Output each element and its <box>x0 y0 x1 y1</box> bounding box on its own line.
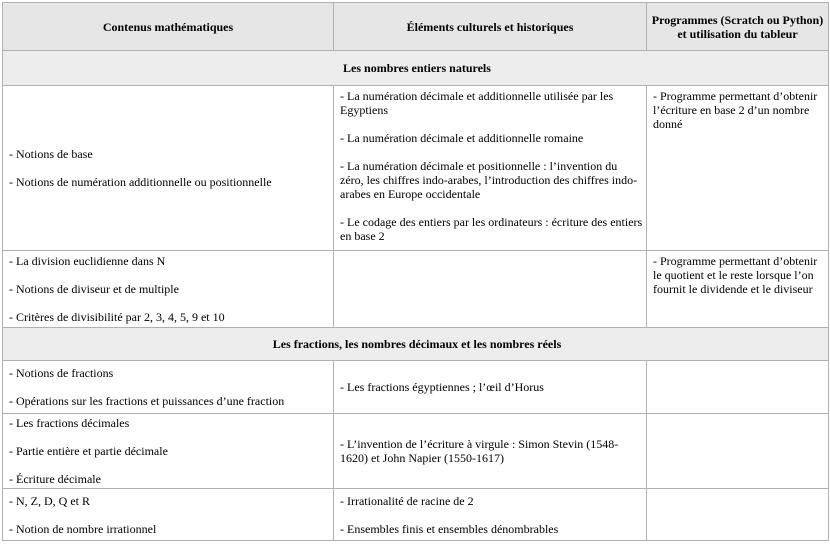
list-item: - Notions de fractions <box>9 366 114 380</box>
list-item: - La division euclidienne dans N <box>9 254 166 268</box>
list-item: - L’invention de l’écriture à virgule : Simon Stevin (1548-1620) et John Napier (1550-1617) <box>340 437 619 465</box>
header-contenus: Contenus mathématiques <box>3 3 334 51</box>
list-item: - Les fractions décimales <box>9 416 130 430</box>
list-item: - La numération décimale et additionnelle utilisée par les Egyptiens <box>340 89 614 117</box>
list-item: - Notions de base <box>9 147 93 161</box>
cell-contenus <box>3 86 334 251</box>
table-row <box>3 414 829 489</box>
cell-programmes <box>647 361 829 414</box>
table-row <box>3 251 829 328</box>
list-item: - Ensembles finis et ensembles dénombrables <box>340 521 559 536</box>
section-title: Les nombres entiers naturels <box>3 51 829 86</box>
cell-elements <box>334 361 647 414</box>
table-row <box>3 489 829 541</box>
cell-programmes <box>647 414 829 489</box>
cell-contenus <box>3 251 334 328</box>
list-item: - Notion de nombre irrationnel <box>9 521 157 536</box>
cell-elements <box>334 414 647 489</box>
list-item: - Notions de numération additionnelle ou positionnelle <box>9 175 272 189</box>
list-item: - Programme permettant d’obtenir le quotient et le reste lorsque l’on fournit le dividende et le diviseur <box>653 254 818 296</box>
table-row <box>3 361 829 414</box>
list-item: - La numération décimale et positionnelle : l’invention du zéro, les chiffres indo-arabes, l’introduction des chiffres indo-arabes en Europe occidentale <box>340 159 638 201</box>
list-item: - Opérations sur les fractions et puissances d’une fraction <box>9 394 285 408</box>
cell-contenus <box>3 489 334 541</box>
cell-contenus <box>3 361 334 414</box>
cell-programmes <box>647 86 829 251</box>
section-title: Les fractions, les nombres décimaux et les nombres réels <box>3 328 829 361</box>
list-item: - Écriture décimale <box>9 472 101 486</box>
list-item: - La numération décimale et additionnelle romaine <box>340 131 584 145</box>
list-item: - Irrationalité de racine de 2 <box>340 493 474 508</box>
header-programmes: Programmes (Scratch ou Python) et utilisation du tableur <box>647 3 829 51</box>
list-item: - Le codage des entiers par les ordinateurs : écriture des entiers en base 2 <box>340 215 643 243</box>
cell-elements <box>334 251 647 328</box>
header-row <box>3 3 829 51</box>
section-row <box>3 328 829 361</box>
list-item: - Les fractions égyptiennes ; l’œil d’Horus <box>340 380 544 394</box>
list-item: - Programme permettant d’obtenir l’écriture en base 2 d’un nombre donné <box>653 89 818 131</box>
cell-elements <box>334 86 647 251</box>
cell-programmes <box>647 251 829 328</box>
cell-elements <box>334 489 647 541</box>
curriculum-table <box>2 2 829 541</box>
list-item: - N, Z, D, Q et R <box>9 493 90 508</box>
list-item: - Partie entière et partie décimale <box>9 444 168 458</box>
cell-programmes <box>647 489 829 541</box>
cell-contenus <box>3 414 334 489</box>
section-row <box>3 51 829 86</box>
header-elements: Éléments culturels et historiques <box>334 3 647 51</box>
table-row <box>3 86 829 251</box>
list-item: - Notions de diviseur et de multiple <box>9 282 179 296</box>
list-item: - Critères de divisibilité par 2, 3, 4, 5, 9 et 10 <box>9 310 225 324</box>
